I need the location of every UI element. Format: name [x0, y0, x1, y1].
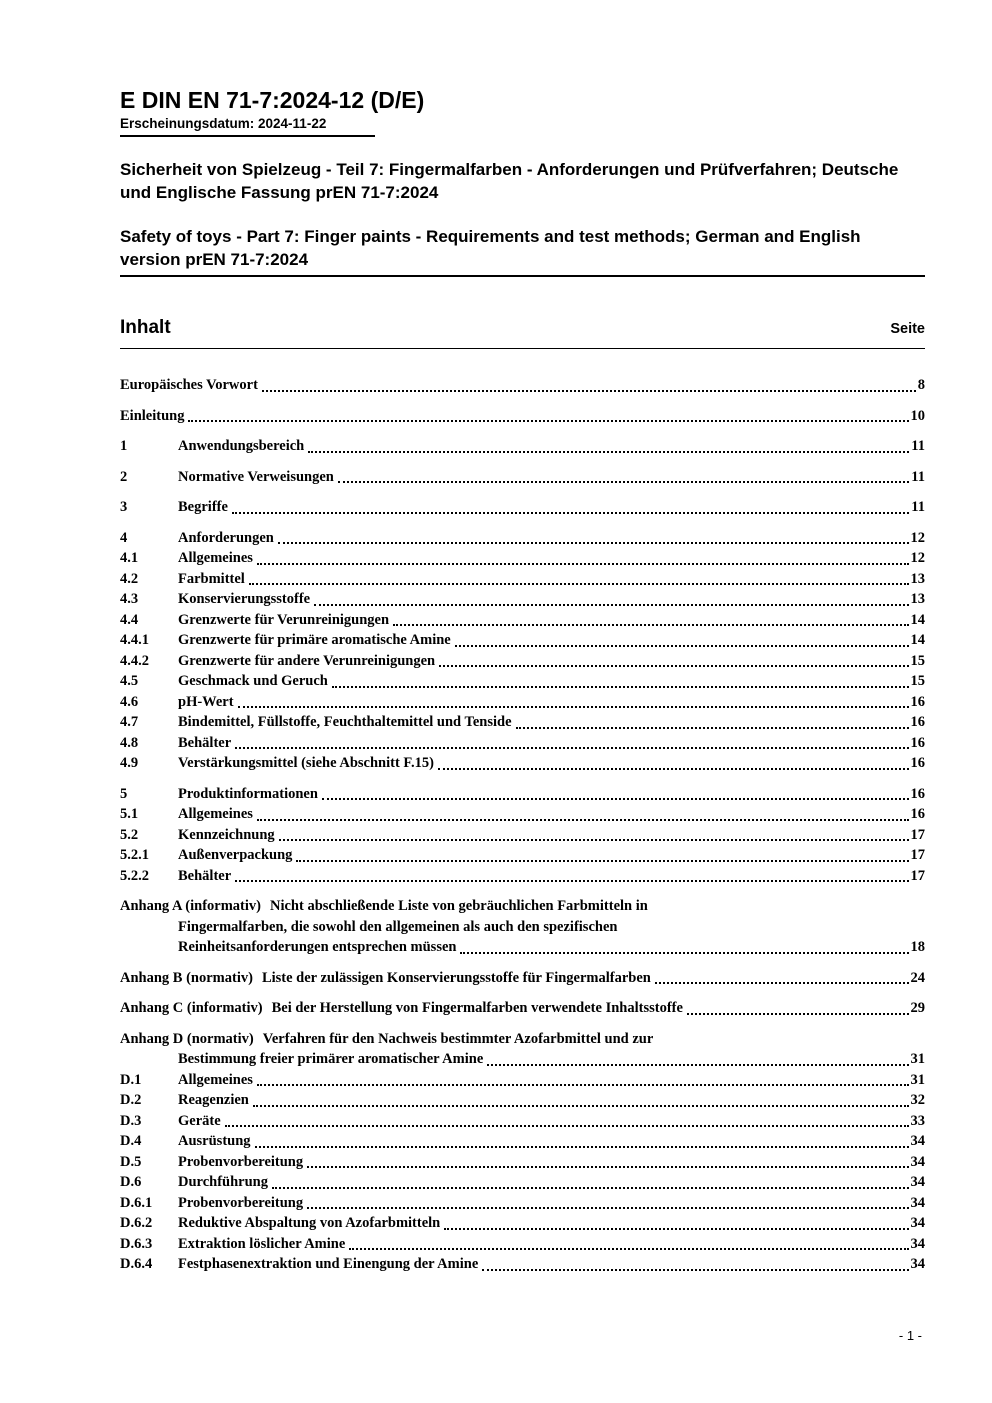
toc-entry-title: Festphasenextraktion und Einengung der Amine	[178, 1256, 479, 1273]
dotted-leader	[235, 747, 908, 749]
toc-entry	[120, 1111, 925, 1132]
toc-line	[120, 1131, 925, 1152]
document-header	[120, 88, 925, 277]
toc-entry-number: 5.2.1	[120, 847, 149, 864]
toc-line	[120, 436, 925, 457]
toc-entry-title: pH-Wert	[178, 693, 234, 710]
toc-entry-number: 3	[120, 499, 128, 516]
dotted-leader	[249, 583, 909, 585]
toc-entry-title: Produktinformationen	[178, 785, 318, 802]
dotted-leader	[257, 819, 909, 821]
toc-entry	[120, 630, 925, 651]
dotted-leader	[257, 1084, 909, 1086]
toc-entry-title: Einleitung	[120, 407, 185, 424]
toc-entry-title: Behälter	[178, 734, 232, 751]
toc-entry	[120, 1234, 925, 1255]
toc-entry-title: Begriffe	[178, 499, 228, 516]
dotted-leader	[655, 982, 909, 984]
toc-entry	[120, 651, 925, 672]
toc-entry-label: Anhang C (informativ)	[120, 1000, 263, 1017]
title-german: Sicherheit von Spielzeug - Teil 7: Fingermalfarben - Anforderungen und Prüfverfahren; Deutsche und Englische Fassung prEN 71-7:2024	[120, 160, 899, 202]
toc-line	[120, 630, 925, 651]
toc-line	[120, 1090, 925, 1111]
toc-entry-number: 5.1	[120, 806, 139, 823]
toc-line	[120, 671, 925, 692]
toc-entry	[120, 406, 925, 427]
toc-entry	[120, 804, 925, 825]
toc-entry-label: Anhang D (normativ)	[120, 1030, 254, 1047]
toc-entry-number: 1	[120, 438, 128, 455]
toc-line	[120, 528, 925, 549]
toc-entry	[120, 1029, 925, 1070]
toc-entry-page: 32	[910, 1092, 925, 1109]
toc-entry-number: 4.2	[120, 570, 139, 587]
toc-line	[120, 1152, 925, 1173]
toc-line	[120, 804, 925, 825]
toc-entry-page: 15	[910, 673, 925, 690]
toc-entry-page: 24	[910, 969, 925, 986]
toc-entry-page: 17	[910, 867, 925, 884]
toc-entry-page: 12	[910, 529, 925, 546]
toc-entry-number: D.1	[120, 1071, 142, 1088]
toc-entry-title: Europäisches Vorwort	[120, 377, 258, 394]
toc-entry-title: Normative Verweisungen	[178, 468, 334, 485]
toc-entry-title: Ausrüstung	[178, 1133, 251, 1150]
toc-entry	[120, 528, 925, 549]
toc-entry-page: 10	[910, 407, 925, 424]
toc-entry-title: Konservierungsstoffe	[178, 591, 311, 608]
toc-page-column-label: Seite	[890, 321, 925, 338]
toc-entry-page: 34	[910, 1153, 925, 1170]
dotted-leader	[338, 481, 909, 483]
toc-entry-number: 4.5	[120, 673, 139, 690]
doc-number: E DIN EN 71-7:2024-12 (D/E)	[120, 87, 425, 113]
toc-entry-number: 4.8	[120, 734, 139, 751]
toc-entry	[120, 569, 925, 590]
title-english: Safety of toys - Part 7: Finger paints - Requirements and test methods; German and English version prEN 71-7:2024	[120, 226, 925, 277]
toc-entry-title-continued: Reinheitsanforderungen entsprechen müssen	[178, 939, 457, 956]
toc-entry-page: 34	[910, 1174, 925, 1191]
toc-line	[120, 1070, 925, 1091]
dotted-leader	[255, 1146, 909, 1148]
toc-entry	[120, 548, 925, 569]
dotted-leader	[455, 645, 909, 647]
toc-line	[120, 610, 925, 631]
toc-entry-title: Allgemeines	[178, 806, 253, 823]
toc-line	[120, 733, 925, 754]
toc-line	[120, 651, 925, 672]
toc-entry-page: 31	[910, 1071, 925, 1088]
toc-entry-page: 13	[910, 591, 925, 608]
toc-entry-title: Reagenzien	[178, 1092, 249, 1109]
toc-entry	[120, 712, 925, 733]
toc-entry-page: 14	[910, 632, 925, 649]
dotted-leader	[439, 665, 908, 667]
dotted-leader	[307, 1207, 908, 1209]
dotted-leader	[272, 1187, 909, 1189]
toc-entry-title: Extraktion löslicher Amine	[178, 1235, 346, 1252]
toc-entry-title: Anwendungsbereich	[178, 438, 305, 455]
toc-entry-page: 34	[910, 1215, 925, 1232]
toc-entry-number: 4.9	[120, 755, 139, 772]
dotted-leader	[279, 839, 909, 841]
toc-entry-title: Bindemittel, Füllstoffe, Feuchthaltemittel und Tenside	[178, 714, 512, 731]
toc-entry-page: 12	[910, 550, 925, 567]
toc-line	[120, 784, 925, 805]
toc-entry-number: 4	[120, 529, 128, 546]
dotted-leader	[238, 706, 909, 708]
toc-line	[120, 1254, 925, 1275]
toc-entry-title: Probenvorbereitung	[178, 1194, 304, 1211]
toc-line	[120, 866, 925, 887]
toc-entry-title: Bei der Herstellung von Fingermalfarben verwendete Inhaltsstoffe	[271, 1000, 683, 1017]
toc-entry-page: 15	[910, 652, 925, 669]
dotted-leader	[225, 1125, 909, 1127]
toc-entry-title: Durchführung	[178, 1174, 268, 1191]
toc-line	[120, 1193, 925, 1214]
toc-entry-number: 4.4	[120, 611, 139, 628]
dotted-leader	[253, 1105, 909, 1107]
toc-entry-page: 33	[910, 1112, 925, 1129]
toc-entry-number: 5.2.2	[120, 867, 149, 884]
toc-entry-title: Geräte	[178, 1112, 221, 1129]
toc-entry-page: 17	[910, 847, 925, 864]
dotted-leader	[460, 952, 908, 954]
toc-entry-number: 4.4.1	[120, 632, 149, 649]
publication-date: Erscheinungsdatum: 2024-11-22	[120, 116, 375, 137]
dotted-leader	[482, 1269, 908, 1271]
toc-entry-page: 16	[910, 714, 925, 731]
toc-line	[120, 712, 925, 733]
toc-entry-title-continued: Bestimmung freier primärer aromatischer Amine	[178, 1051, 484, 1068]
dotted-leader	[262, 390, 916, 392]
dotted-leader	[516, 727, 909, 729]
dotted-leader	[188, 420, 908, 422]
toc-entry	[120, 692, 925, 713]
toc-heading: Inhalt	[120, 317, 171, 339]
toc-entry	[120, 1213, 925, 1234]
toc-line	[120, 1213, 925, 1234]
toc-header	[120, 317, 925, 349]
toc-entry-title: Verfahren für den Nachweis bestimmter Azofarbmittel und zur	[262, 1030, 654, 1047]
toc-entry	[120, 753, 925, 774]
toc-entry	[120, 436, 925, 457]
toc-entry-title: Behälter	[178, 867, 232, 884]
toc-entry-page: 18	[910, 939, 925, 956]
toc-entry-label: Anhang A (informativ)	[120, 898, 261, 915]
toc-line	[120, 548, 925, 569]
toc-line	[120, 375, 925, 396]
toc-entry	[120, 825, 925, 846]
toc-line	[120, 1049, 925, 1070]
toc-entry	[120, 1070, 925, 1091]
toc-entry-page: 16	[910, 693, 925, 710]
toc-entry-title: Liste der zulässigen Konservierungsstoffe für Fingermalfarben	[261, 969, 651, 986]
toc-line	[120, 1172, 925, 1193]
toc-entry-title: Grenzwerte für Verunreinigungen	[178, 611, 390, 628]
toc-entry-title: Probenvorbereitung	[178, 1153, 304, 1170]
dotted-leader	[308, 451, 909, 453]
toc-entry-title: Nicht abschließende Liste von gebräuchlichen Farbmitteln in	[270, 898, 648, 915]
toc-entry-page: 11	[911, 438, 925, 455]
toc-line	[120, 1234, 925, 1255]
toc-entry-page: 17	[910, 826, 925, 843]
toc-entry	[120, 589, 925, 610]
toc-entry-label: Anhang B (normativ)	[120, 969, 253, 986]
dotted-leader	[235, 880, 908, 882]
toc-entry-page: 8	[917, 377, 925, 394]
toc-entry-number: D.6	[120, 1174, 142, 1191]
toc-entry-page: 16	[910, 755, 925, 772]
toc-entry	[120, 733, 925, 754]
toc-entry-title: Farbmittel	[178, 570, 245, 587]
toc-entry	[120, 1254, 925, 1275]
toc-entry-page: 34	[910, 1133, 925, 1150]
toc-line	[120, 825, 925, 846]
dotted-leader	[257, 563, 909, 565]
toc-entry-page: 13	[910, 570, 925, 587]
toc-entry-page: 34	[910, 1235, 925, 1252]
dotted-leader	[487, 1064, 908, 1066]
toc-entry-title: Verstärkungsmittel (siehe Abschnitt F.15)	[178, 755, 434, 772]
dotted-leader	[322, 798, 909, 800]
page-number: - 1 -	[898, 1328, 922, 1343]
toc-entry-title: Geschmack und Geruch	[178, 673, 328, 690]
toc-entry-number: 4.1	[120, 550, 139, 567]
toc-entry-page: 16	[910, 734, 925, 751]
toc-entry-number: D.6.1	[120, 1194, 153, 1211]
dotted-leader	[349, 1248, 908, 1250]
toc-entry	[120, 1152, 925, 1173]
toc-line	[120, 1111, 925, 1132]
toc-entry-page: 11	[911, 499, 925, 516]
toc-entry-page: 31	[910, 1051, 925, 1068]
toc-entry	[120, 671, 925, 692]
dotted-leader	[278, 542, 909, 544]
toc-entry-number: 4.6	[120, 693, 139, 710]
toc-entry-number: D.6.2	[120, 1215, 153, 1232]
toc-entry	[120, 1193, 925, 1214]
toc-entry-page: 16	[910, 785, 925, 802]
toc-entry-title: Außenverpackung	[178, 847, 293, 864]
toc-entry-number: D.2	[120, 1092, 142, 1109]
toc-entry	[120, 610, 925, 631]
toc-entry-title: Kennzeichnung	[178, 826, 275, 843]
toc-line	[120, 753, 925, 774]
toc-entry	[120, 467, 925, 488]
toc-line	[120, 589, 925, 610]
toc-entry-number: D.5	[120, 1153, 142, 1170]
dotted-leader	[332, 686, 909, 688]
toc-entry-title: Allgemeines	[178, 1071, 253, 1088]
toc-entry	[120, 375, 925, 396]
toc-entry	[120, 896, 925, 958]
toc-entry	[120, 784, 925, 805]
toc-entry	[120, 497, 925, 518]
toc-entry-title: Anforderungen	[178, 529, 274, 546]
toc-entry-number: 5	[120, 785, 128, 802]
toc-line	[120, 845, 925, 866]
toc-line	[120, 968, 925, 989]
toc-entry-title: Reduktive Abspaltung von Azofarbmitteln	[178, 1215, 441, 1232]
dotted-leader	[393, 624, 908, 626]
toc-line	[120, 406, 925, 427]
toc-line	[120, 692, 925, 713]
toc-entry	[120, 1090, 925, 1111]
toc-line	[120, 1029, 925, 1050]
toc-entry-number: 5.2	[120, 826, 139, 843]
toc-entry-page: 16	[910, 806, 925, 823]
dotted-leader	[307, 1166, 908, 1168]
toc-entry-number: D.3	[120, 1112, 142, 1129]
dotted-leader	[687, 1013, 909, 1015]
toc-entry-number: D.6.4	[120, 1256, 153, 1273]
toc-line	[120, 467, 925, 488]
toc-entry-title: Allgemeines	[178, 550, 253, 567]
dotted-leader	[444, 1228, 908, 1230]
toc-entry	[120, 998, 925, 1019]
toc-list	[120, 375, 925, 1275]
toc-line	[120, 497, 925, 518]
toc-entry	[120, 866, 925, 887]
toc-line	[120, 569, 925, 590]
toc-entry-page: 34	[910, 1256, 925, 1273]
toc-entry-page: 29	[910, 1000, 925, 1017]
dotted-leader	[232, 512, 909, 514]
toc-entry-number: 2	[120, 468, 128, 485]
toc-entry-page: 14	[910, 611, 925, 628]
dotted-leader	[438, 768, 909, 770]
toc-line	[120, 937, 925, 958]
toc-entry-title: Grenzwerte für andere Verunreinigungen	[178, 652, 436, 669]
toc-entry-number: D.6.3	[120, 1235, 153, 1252]
toc-entry-number: D.4	[120, 1133, 142, 1150]
toc-entry-page: 34	[910, 1194, 925, 1211]
toc-entry	[120, 1131, 925, 1152]
toc-entry-title: Grenzwerte für primäre aromatische Amine	[178, 632, 451, 649]
dotted-leader	[314, 604, 908, 606]
toc-entry-number: 4.4.2	[120, 652, 149, 669]
toc-line	[120, 917, 925, 938]
page-footer	[899, 1328, 922, 1343]
toc-entry	[120, 845, 925, 866]
toc-entry-number: 4.7	[120, 714, 139, 731]
toc-line	[120, 896, 925, 917]
toc-entry-title-continued: Fingermalfarben, die sowohl den allgemeinen als auch den spezifischen	[178, 918, 618, 935]
toc-line	[120, 998, 925, 1019]
toc-entry-number: 4.3	[120, 591, 139, 608]
toc-entry-page: 11	[911, 468, 925, 485]
toc-entry	[120, 1172, 925, 1193]
toc-entry	[120, 968, 925, 989]
dotted-leader	[296, 860, 908, 862]
